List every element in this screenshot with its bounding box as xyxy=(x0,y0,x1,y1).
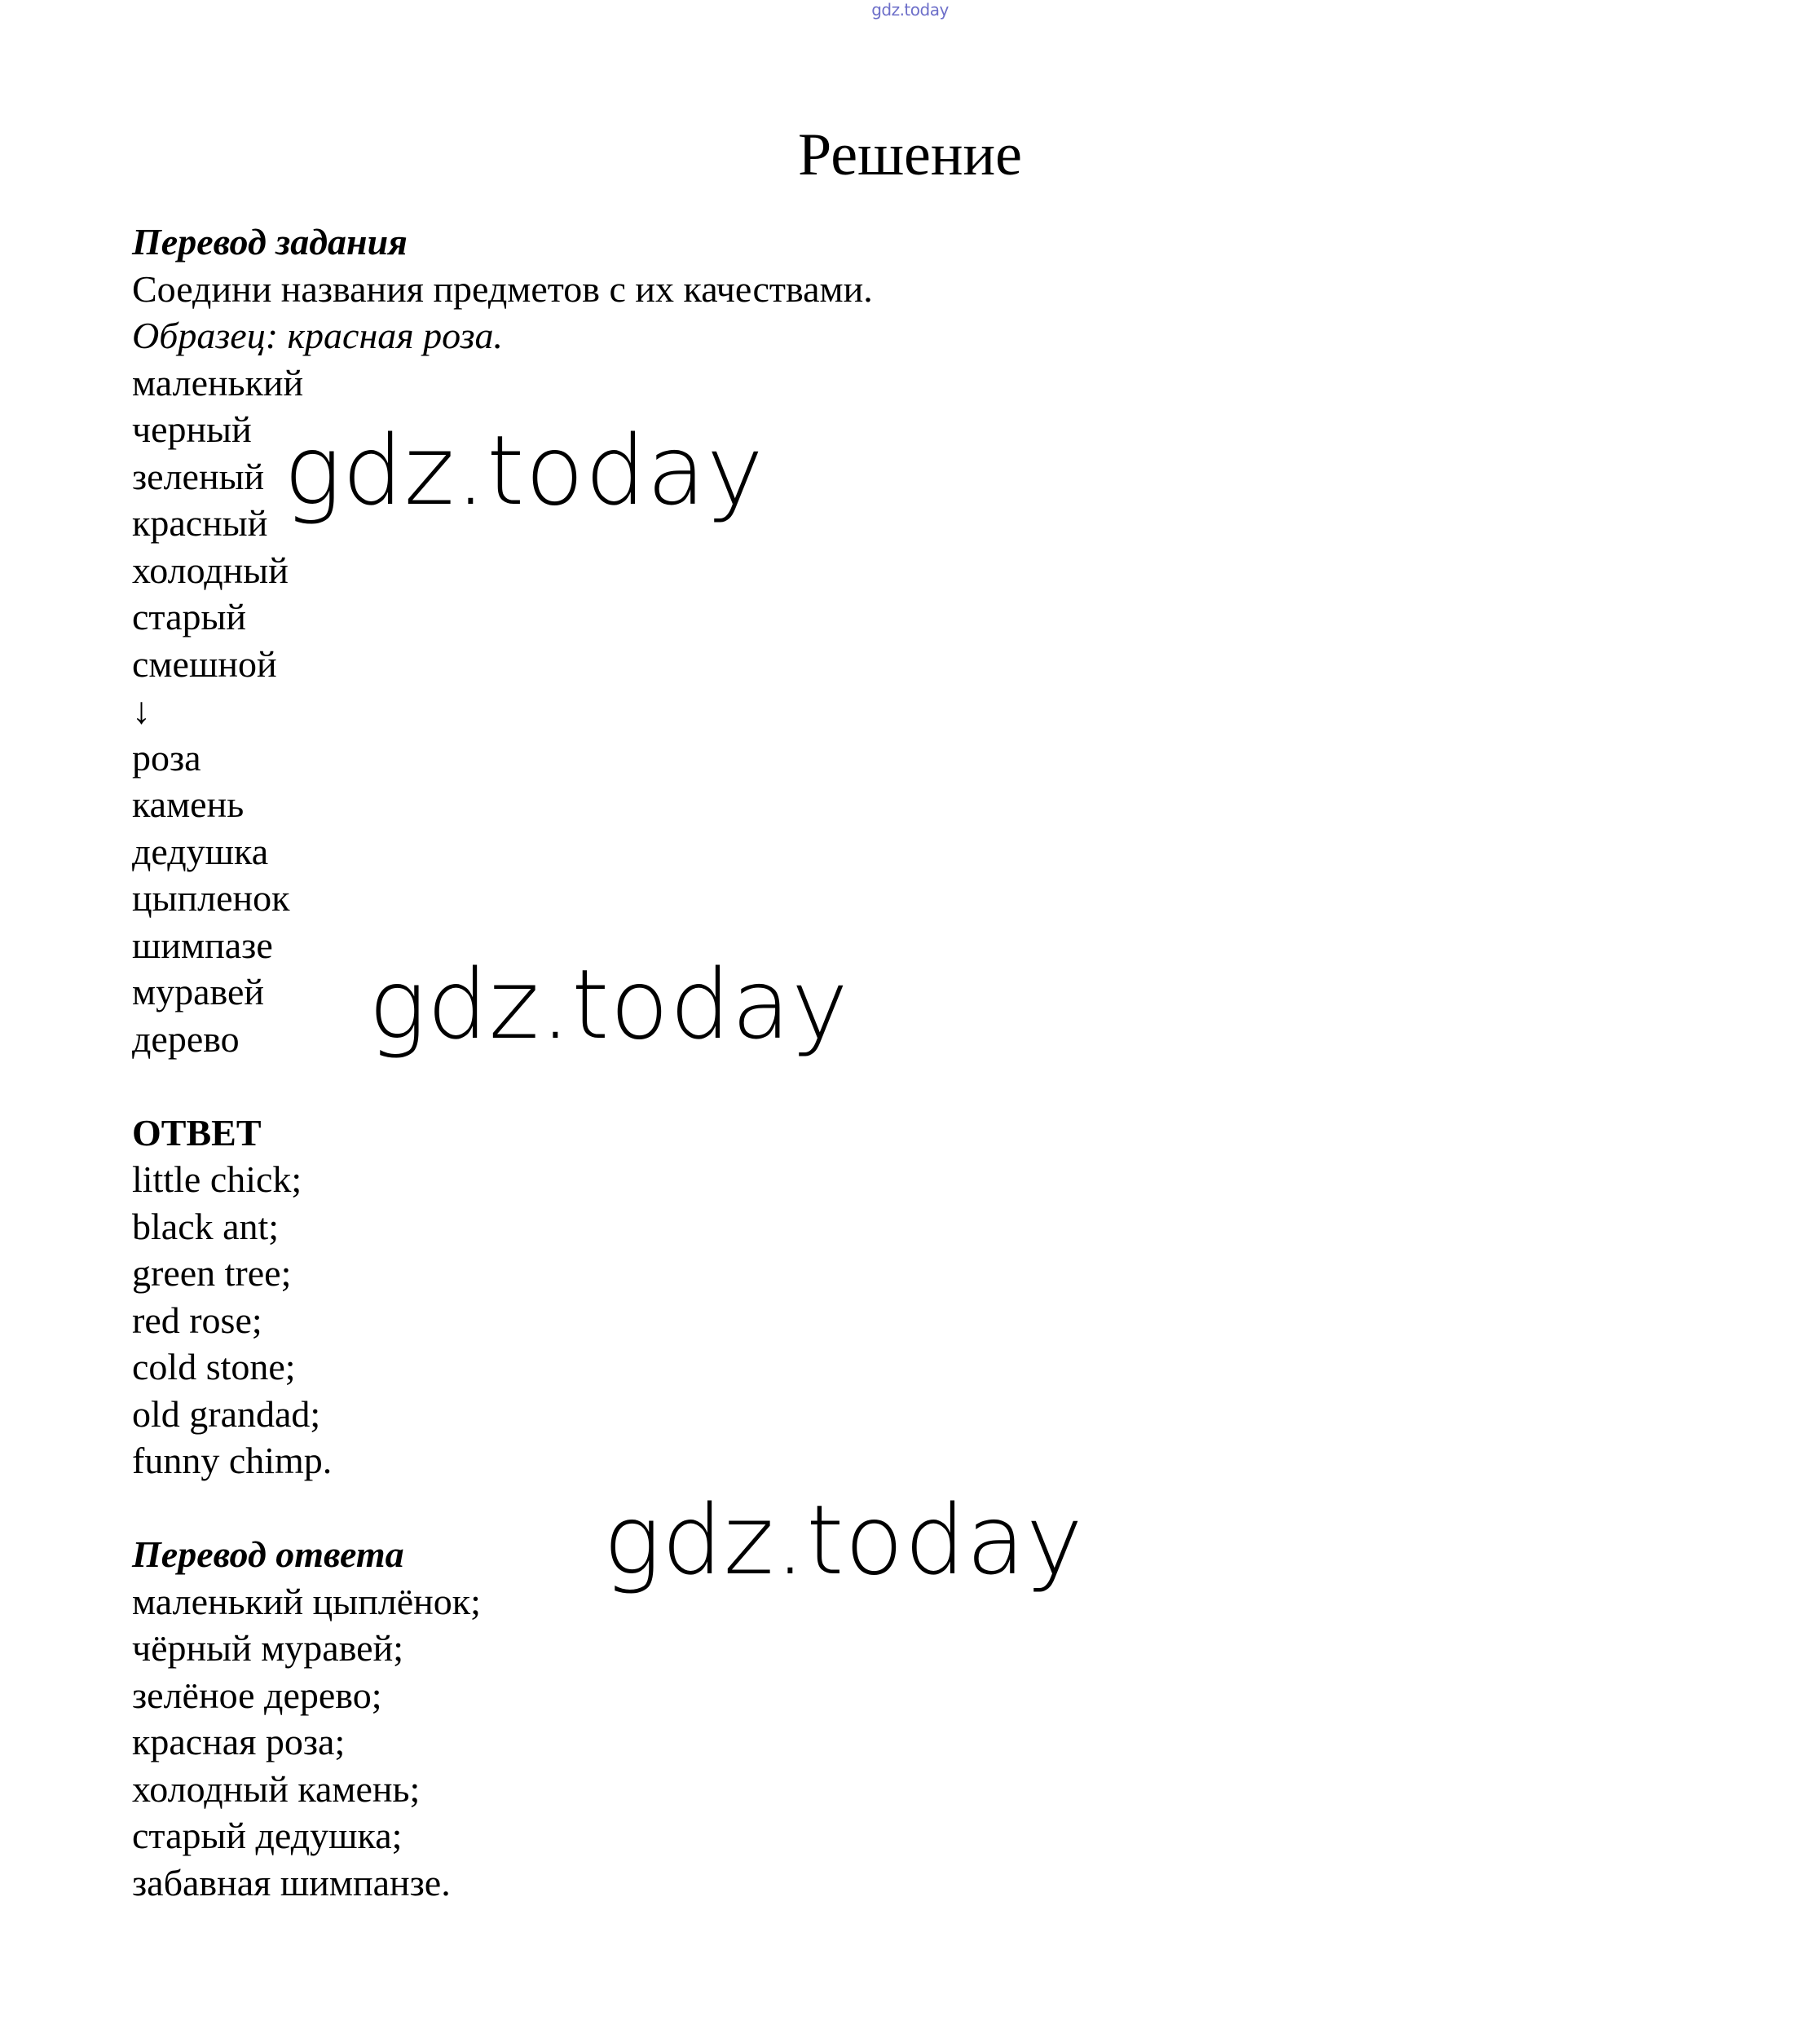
answer-translation-heading: Перевод ответа xyxy=(132,1533,404,1575)
answer-translation-line: забавная шимпанзе. xyxy=(132,1861,451,1903)
answer-heading: ОТВЕТ xyxy=(132,1111,262,1154)
adjective-item: смешной xyxy=(132,642,277,685)
adjective-item: красный xyxy=(132,502,268,544)
answer-translation-line: зелёное дерево; xyxy=(132,1674,382,1716)
noun-item: дедушка xyxy=(132,830,269,872)
task-example: Образец: красная роза. xyxy=(132,315,504,356)
answer-translation-line: старый дедушка; xyxy=(132,1815,403,1856)
section-spacer xyxy=(132,1062,873,1109)
watermark: gdz.today xyxy=(603,1484,1084,1596)
answer-translation-line: красная роза; xyxy=(132,1721,346,1762)
answer-line: little chick; xyxy=(132,1158,302,1200)
adjective-item: старый xyxy=(132,596,247,637)
answer-line: black ant; xyxy=(132,1205,280,1247)
adjective-item: маленький xyxy=(132,361,304,404)
answer-line: red rose; xyxy=(132,1299,262,1341)
task-translation-heading: Перевод задания xyxy=(132,221,408,262)
page-title: Решение xyxy=(798,121,1022,188)
down-arrow-icon: ↓ xyxy=(132,690,151,731)
site-mark: gdz.today xyxy=(871,0,949,20)
answer-line: cold stone; xyxy=(132,1346,296,1387)
task-instruction: Соедини названия предметов с их качествами. xyxy=(132,267,873,310)
answer-translation-line: маленький цыплёнок; xyxy=(132,1580,481,1622)
answer-line: green tree; xyxy=(132,1252,292,1294)
answer-translation-line: холодный камень; xyxy=(132,1767,421,1810)
adjective-item: черный xyxy=(132,408,252,450)
noun-item: шимпазе xyxy=(132,924,273,966)
noun-item: цыпленок xyxy=(132,877,290,919)
adjective-item: зеленый xyxy=(132,455,265,497)
noun-item: муравей xyxy=(132,971,265,1012)
answer-line: old grandad; xyxy=(132,1392,321,1435)
noun-item: камень xyxy=(132,783,245,825)
watermark: gdz.today xyxy=(284,414,765,527)
watermark: gdz.today xyxy=(368,948,849,1061)
answer-line: funny chimp. xyxy=(132,1440,333,1481)
answer-translation-line: чёрный муравей; xyxy=(132,1627,403,1669)
adjective-item: холодный xyxy=(132,549,289,591)
noun-item: роза xyxy=(132,736,201,779)
noun-item: дерево xyxy=(132,1017,240,1060)
